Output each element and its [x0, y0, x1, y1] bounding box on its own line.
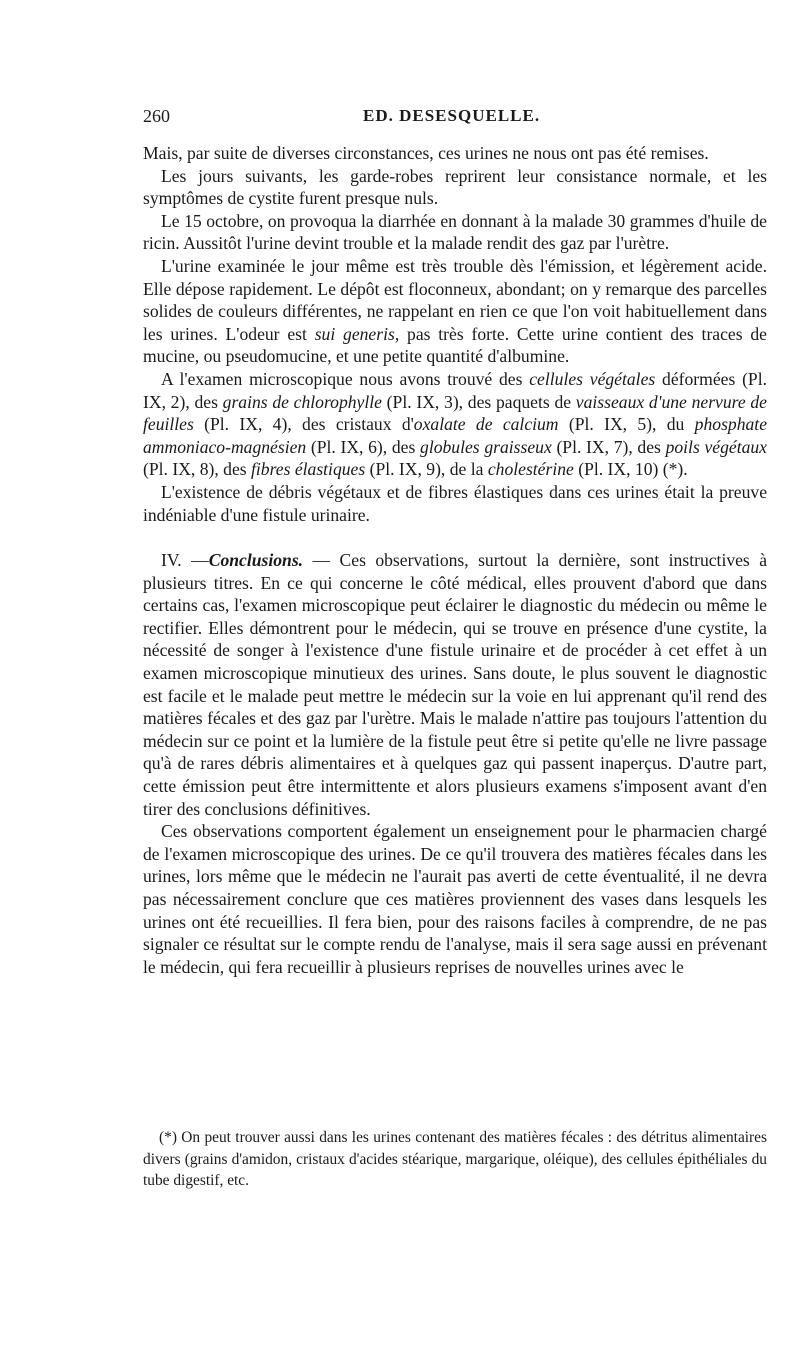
section-title: Conclusions.	[208, 550, 304, 571]
paragraph: L'urine examinée le jour même est très trouble dès l'émission, et légèrement acide. Elle dépose rapidement. Le dépôt est floconneux, abondant; on y remarque des parcelles solides de couleurs différentes, ne rappelant en rien ce que l'on voit habituellement dans les urines. L'odeur est sui generis, pas très forte. Cette urine contient des traces de mucine, ou pseudomucine, et une petite quantité d'albumine.	[143, 255, 767, 367]
paragraph: Ces observations comportent également un enseignement pour le pharmacien chargé de l'examen microscopique des urines. De ce qu'il trouvera des matières fécales dans les urines, lors même que le médecin ne l'aurait pas averti de cette éventualité, il ne devra pas nécessairement conclure que ces matières proviennent des vases dans lesquels les urines ont été recueillies. Il fera bien, pour des raisons faciles à comprendre, de ne pas signaler ce résultat sur le compte rendu de l'analyse, mais il sera sage aussi en prévenant le médecin, qui fera recueillir à plusieurs reprises de nouvelles urines avec le	[143, 821, 767, 977]
page-number: 260	[143, 106, 170, 126]
footnote	[143, 1127, 767, 1192]
paragraph: Mais, par suite de diverses circonstances, ces urines ne nous ont pas été remises.	[143, 143, 709, 163]
paragraph: Les jours suivants, les garde-robes reprirent leur consistance normale, et les symptômes de cystite furent presque nuls.	[143, 165, 767, 209]
paragraph: L'existence de débris végétaux et de fibres élastiques dans ces urines était la preuve indéniable d'une fistule urinaire.	[143, 481, 767, 525]
paragraph: A l'examen microscopique nous avons trouvé des cellules végétales déformées (Pl. IX, 2), des grains de chlorophylle (Pl. IX, 3), des paquets de vaisseaux d'une nervure de feuilles (Pl. IX, 4), des cristaux d'oxalate de calcium (Pl. IX, 5), du phosphate ammoniaco-magnésien (Pl. IX, 6), des globules graisseux (Pl. IX, 7), des poils végétaux (Pl. IX, 8), des fibres élastiques (Pl. IX, 9), de la cholestérine (Pl. IX, 10) (*).	[143, 368, 768, 480]
running-head: ED. DESESQUELLE.	[363, 106, 541, 125]
footnote-text: (*) On peut trouver aussi dans les urines contenant des matières fécales : des détritus alimentaires divers (grains d'amidon, cristaux d'acides stéarique, margarique, oléique), des cellules épithéliales du tube digestif, etc.	[143, 1129, 767, 1189]
page-header	[143, 106, 767, 130]
section-label: IV. —	[161, 550, 209, 571]
section-conclusions: IV. —Conclusions. — Ces observations, surtout la dernière, sont instructives à plusieurs titres. En ce qui concerne le côté médical, elles prouvent d'abord que dans certains cas, l'examen microscopique peut éclairer le diagnostic du médecin ou même le rectifier. Elles démontrent pour le médecin, qui se trouve en présence d'une cystite, la nécessité de songer à l'existence d'une fistule urinaire et de procéder à cet effet à un examen microscopique minutieux des urines. Sans doute, le plus souvent le diagnostic est facile et le malade peut mettre le médecin sur la voie en lui apprenant qu'il rend des matières fécales et des gaz par l'urètre. Mais le malade n'attire pas toujours l'attention du médecin sur ce point et la lumière de la fistule peut être si petite qu'elle ne livre passage qu'à de rares débris alimentaires et à quelques gaz qui passent inaperçus. D'autre part, cette émission peut être intermittente et alors plusieurs examens s'imposent avant d'en tirer des conclusions définitives.	[143, 550, 768, 819]
paragraph: Le 15 octobre, on provoqua la diarrhée en donnant à la malade 30 grammes d'huile de ricin. Aussitôt l'urine devint trouble et la malade rendit des gaz par l'urètre.	[143, 210, 767, 254]
body-text	[143, 142, 767, 978]
